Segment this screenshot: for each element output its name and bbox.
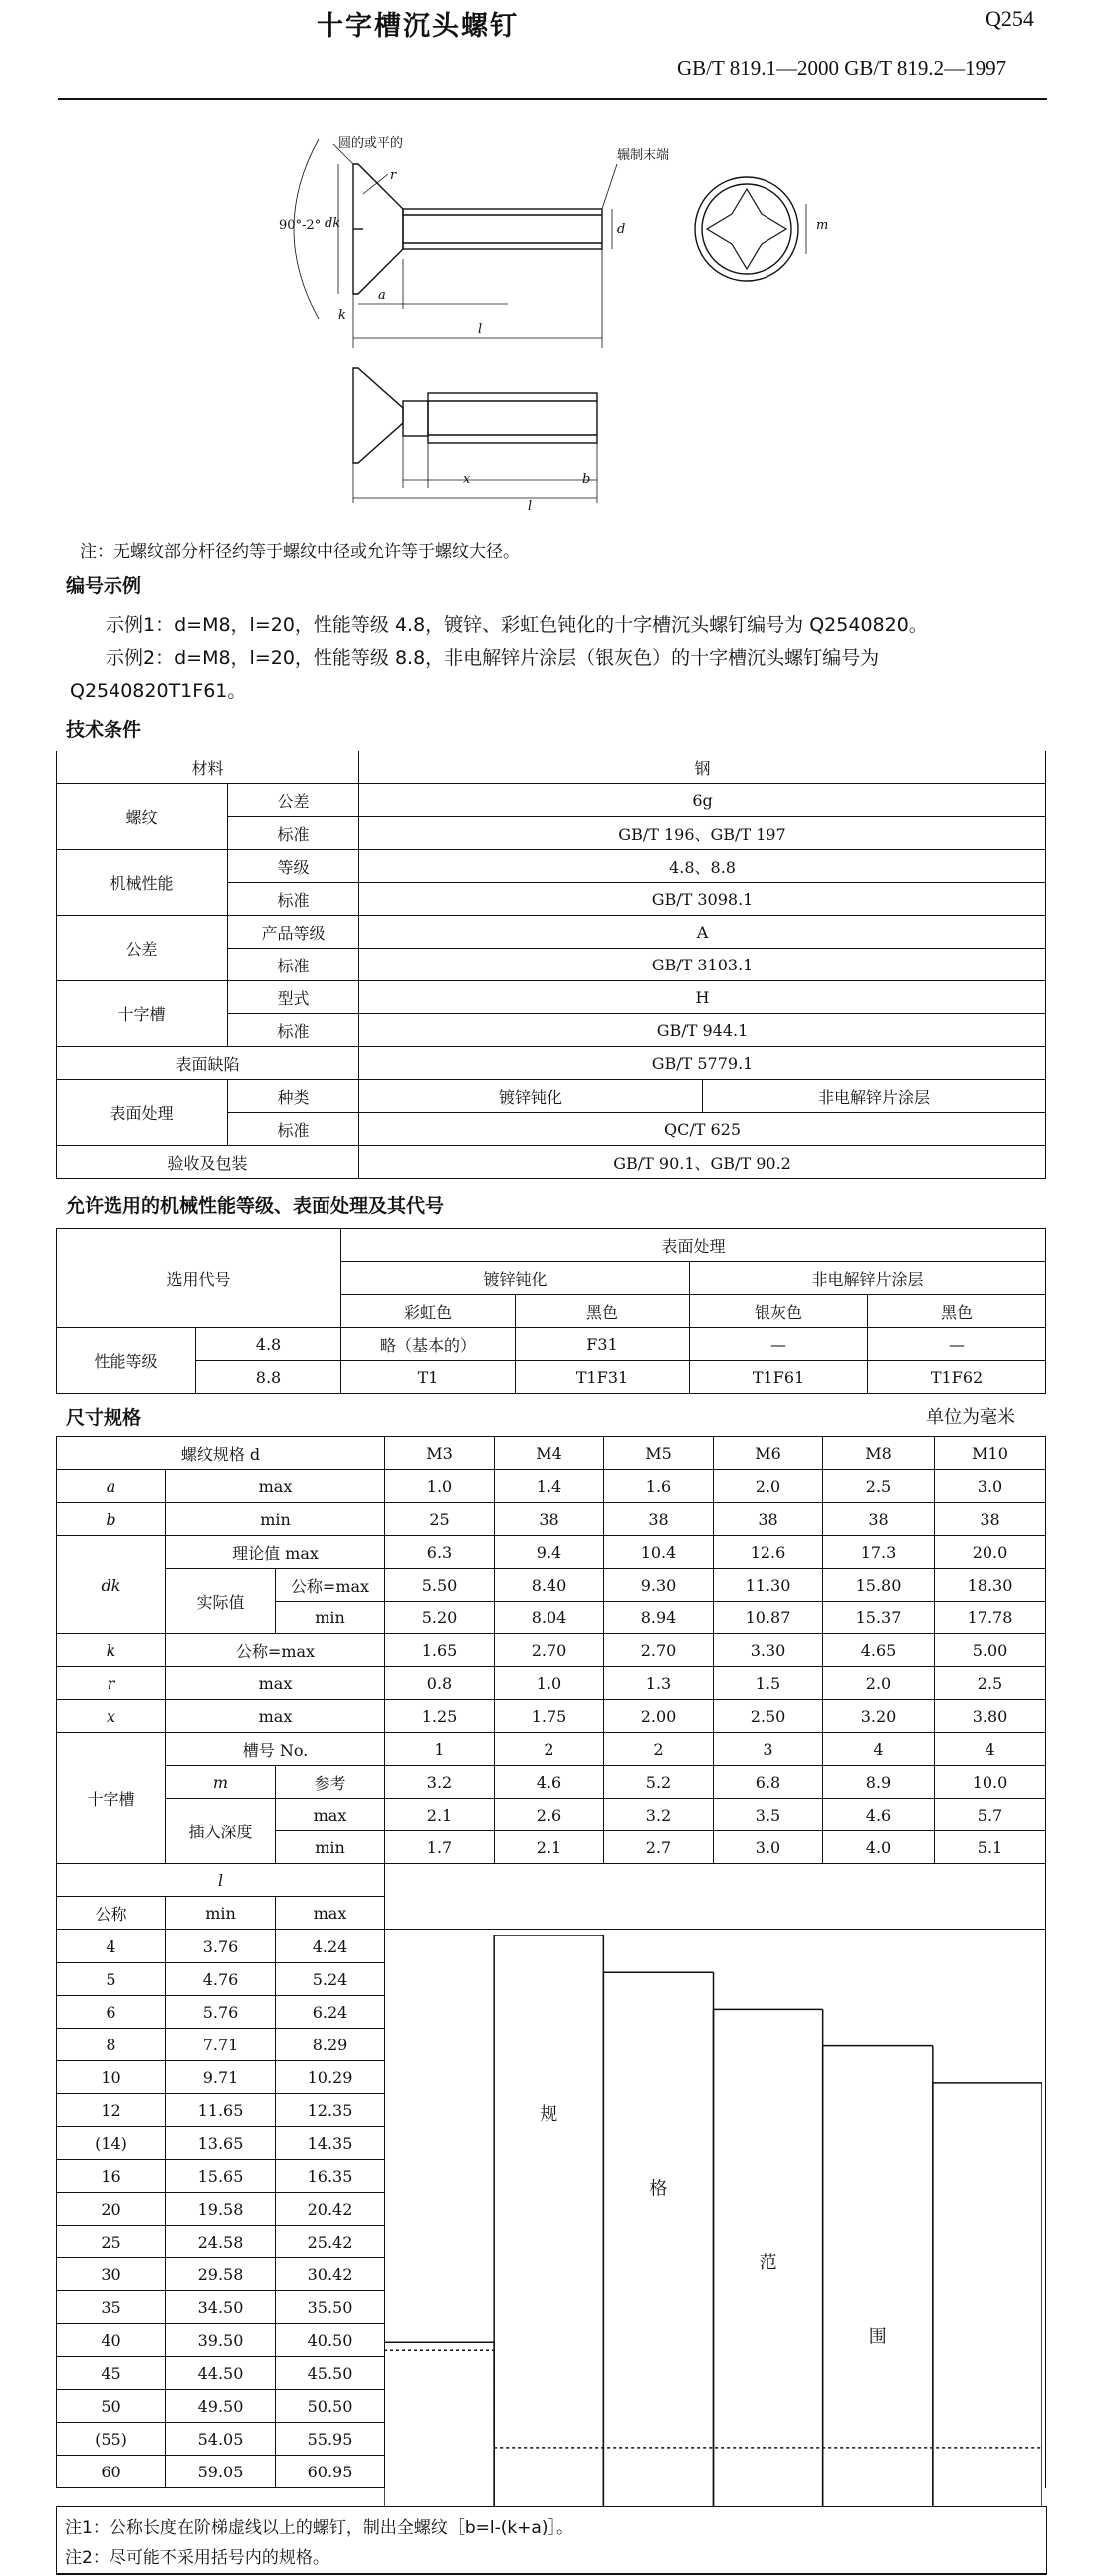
table-cell: 槽号 No.	[166, 1733, 385, 1766]
footnote-2: 注2：尽可能不采用括号内的规格。	[65, 2548, 329, 2568]
cell: 6g	[359, 784, 1046, 817]
table-cell: 20	[57, 2193, 166, 2226]
table-cell: 54.05	[166, 2423, 276, 2456]
table-cell: max	[276, 1799, 385, 1831]
table-cell: 11.30	[714, 1569, 823, 1602]
table-cell: 螺纹规格 d	[57, 1437, 385, 1470]
table-cell: 59.05	[166, 2456, 276, 2488]
table-cell: 25	[385, 1503, 495, 1536]
table-cell: min	[166, 1897, 276, 1930]
table-row	[57, 1799, 1046, 1831]
table-cell: 50.50	[276, 2390, 385, 2423]
cell: 彩虹色	[341, 1295, 516, 1328]
cell: T1	[341, 1361, 516, 1394]
table-cell: 2.70	[495, 1634, 604, 1667]
page-code: Q254	[986, 6, 1034, 31]
table-cell: 2	[495, 1733, 604, 1766]
table-cell: 5.2	[604, 1766, 714, 1799]
footnotes	[56, 2574, 1047, 2575]
label-l-top: l	[478, 322, 483, 337]
cell: 验收及包装	[57, 1146, 359, 1179]
table-cell: 38	[823, 1503, 935, 1536]
example-1: 示例1：d=M8，l=20，性能等级 4.8，镀锌、彩虹色钝化的十字槽沉头螺钉编号为 Q2540820。	[106, 614, 928, 636]
footnote-box	[56, 2506, 1047, 2574]
cell: 4.8	[196, 1328, 341, 1361]
cell: 性能等级	[57, 1328, 196, 1394]
table-cell: 4.0	[823, 1831, 935, 1864]
table-row	[57, 1536, 1046, 1569]
table-cell: 44.50	[166, 2357, 276, 2390]
cell: 钢	[359, 751, 1046, 784]
table-cell: dk	[57, 1536, 166, 1634]
label-r: r	[390, 168, 397, 183]
table-cell: max	[166, 1470, 385, 1503]
unit-label: 单位为毫米	[926, 1407, 1015, 1428]
tech-table	[56, 751, 1046, 1179]
example-2: 示例2：d=M8，l=20，性能等级 8.8，非电解锌片涂层（银灰色）的十字槽沉头螺钉编号为 Q2540820T1F61。	[70, 647, 880, 702]
table-cell: 3.20	[823, 1700, 935, 1733]
table-row	[57, 1700, 1046, 1733]
table-cell: 4.6	[495, 1766, 604, 1799]
header-rule	[58, 98, 1047, 100]
table-cell: 39.50	[166, 2324, 276, 2357]
table-cell: max	[276, 1897, 385, 1930]
table-cell: min	[276, 1831, 385, 1864]
table-cell: 60.95	[276, 2456, 385, 2488]
spec-range-chart	[384, 1935, 1042, 2572]
table-cell: 8.04	[495, 1602, 604, 1634]
table-cell: 十字槽	[57, 1733, 166, 1864]
cell: 银灰色	[690, 1295, 868, 1328]
table-cell: 5.1	[935, 1831, 1046, 1864]
table-cell: 1	[385, 1733, 495, 1766]
table-row	[57, 1766, 1046, 1799]
cell: T1F61	[690, 1361, 868, 1394]
table-cell: 10	[57, 2061, 166, 2094]
table-cell: 14.35	[276, 2127, 385, 2160]
table-cell: 1.65	[385, 1634, 495, 1667]
table-cell: 35	[57, 2291, 166, 2324]
table-cell: min	[276, 1602, 385, 1634]
table-cell	[385, 1864, 1046, 1930]
table-cell: M5	[604, 1437, 714, 1470]
note-shank: 注：无螺纹部分杆径约等于螺纹中径或允许等于螺纹大径。	[80, 542, 520, 562]
table-cell: 2.1	[495, 1831, 604, 1864]
table-cell: 5.50	[385, 1569, 495, 1602]
table-cell: 参考	[276, 1766, 385, 1799]
cell: GB/T 944.1	[359, 1014, 1046, 1047]
table-cell: 8.94	[604, 1602, 714, 1634]
cell: 镀锌钝化	[341, 1262, 690, 1295]
cell: GB/T 5779.1	[359, 1047, 1046, 1080]
cell: 表面处理	[341, 1229, 1046, 1262]
table-cell: 6.8	[714, 1766, 823, 1799]
table-cell: 13.65	[166, 2127, 276, 2160]
table-cell: 8.40	[495, 1569, 604, 1602]
table-cell: 公称=max	[276, 1569, 385, 1602]
table-cell: 2.7	[604, 1831, 714, 1864]
table-row	[57, 1470, 1046, 1503]
cell: —	[868, 1328, 1046, 1361]
table-cell: 2.6	[495, 1799, 604, 1831]
table-cell: 17.3	[823, 1536, 935, 1569]
table-cell: 49.50	[166, 2390, 276, 2423]
table-cell: 45	[57, 2357, 166, 2390]
table-cell: 2.0	[714, 1470, 823, 1503]
table-cell: M8	[823, 1437, 935, 1470]
table-cell: 3.5	[714, 1799, 823, 1831]
table-cell: 插入深度	[166, 1799, 276, 1864]
cell: T1F62	[868, 1361, 1046, 1394]
table-cell: 10.87	[714, 1602, 823, 1634]
cell: 标准	[228, 949, 359, 981]
cell: 非电解锌片涂层	[703, 1080, 1046, 1113]
table-cell: 18.30	[935, 1569, 1046, 1602]
table-cell: 15.65	[166, 2160, 276, 2193]
cell: 产品等级	[228, 916, 359, 949]
table-cell: 20.0	[935, 1536, 1046, 1569]
section-dimensions: 尺寸规格	[66, 1407, 142, 1429]
cell: 公差	[228, 784, 359, 817]
label-b: b	[582, 472, 591, 487]
cell: QC/T 625	[359, 1113, 1046, 1146]
cell: 黑色	[868, 1295, 1046, 1328]
table-cell: 6.3	[385, 1536, 495, 1569]
section-example: 编号示例	[66, 575, 142, 597]
table-cell: 1.25	[385, 1700, 495, 1733]
table-cell: 12.6	[714, 1536, 823, 1569]
cell: GB/T 196、GB/T 197	[359, 817, 1046, 850]
label-thread-end: 辗制末端	[617, 148, 670, 163]
table-cell: 55.95	[276, 2423, 385, 2456]
table-cell: l	[57, 1864, 385, 1897]
table-cell: 10.4	[604, 1536, 714, 1569]
table-cell: 9.71	[166, 2061, 276, 2094]
table-cell: x	[57, 1700, 166, 1733]
cell: 种类	[228, 1080, 359, 1113]
table-cell: 1.75	[495, 1700, 604, 1733]
section-options: 允许选用的机械性能等级、表面处理及其代号	[66, 1195, 445, 1217]
label-round-flat: 圆的或平的	[338, 136, 404, 151]
table-cell: k	[57, 1634, 166, 1667]
label-l-bottom: l	[528, 499, 533, 514]
range-char: 规	[540, 2104, 558, 2126]
table-cell: 12	[57, 2094, 166, 2127]
cell: GB/T 3098.1	[359, 883, 1046, 916]
table-cell: 6	[57, 1996, 166, 2029]
table-cell: min	[166, 1503, 385, 1536]
table-cell: 34.50	[166, 2291, 276, 2324]
table-cell: M10	[935, 1437, 1046, 1470]
table-cell: 45.50	[276, 2357, 385, 2390]
options-table	[56, 1228, 1046, 1394]
table-cell: 2.50	[714, 1700, 823, 1733]
table-cell: 3.0	[935, 1470, 1046, 1503]
table-cell: M4	[495, 1437, 604, 1470]
cell: 型式	[228, 981, 359, 1014]
page-title: 十字槽沉头螺钉	[317, 11, 519, 42]
table-cell: 1.7	[385, 1831, 495, 1864]
cell: 表面处理	[57, 1080, 228, 1146]
table-cell: 公称	[57, 1897, 166, 1930]
table-cell: 15.80	[823, 1569, 935, 1602]
table-cell: 5.7	[935, 1799, 1046, 1831]
table-cell: 1.5	[714, 1667, 823, 1700]
table-cell: 5	[57, 1963, 166, 1996]
table-cell: 38	[495, 1503, 604, 1536]
table-cell: 4.24	[276, 1930, 385, 1963]
cell: 标准	[228, 817, 359, 850]
cell: 材料	[57, 751, 359, 784]
table-cell: 7.71	[166, 2029, 276, 2061]
table-cell: 5.00	[935, 1634, 1046, 1667]
range-char: 格	[649, 2178, 668, 2200]
table-cell: 2.5	[823, 1470, 935, 1503]
label-d: d	[617, 222, 626, 237]
table-cell: 3.30	[714, 1634, 823, 1667]
cell: 标准	[228, 1113, 359, 1146]
table-cell: 4	[935, 1733, 1046, 1766]
table-row	[57, 1569, 1046, 1602]
cell: 标准	[228, 1014, 359, 1047]
table-cell: 3	[714, 1733, 823, 1766]
label-a: a	[378, 288, 386, 303]
table-cell: (55)	[57, 2423, 166, 2456]
cell: 镀锌钝化	[359, 1080, 703, 1113]
table-cell: 2.00	[604, 1700, 714, 1733]
table-cell: 8.9	[823, 1766, 935, 1799]
label-m: m	[816, 218, 829, 233]
cell: 十字槽	[57, 981, 228, 1047]
table-cell: M6	[714, 1437, 823, 1470]
footnote-1: 注1：公称长度在阶梯虚线以上的螺钉，制出全螺纹［b=l-(k+a)］。	[65, 2518, 573, 2538]
table-row	[57, 1634, 1046, 1667]
table-cell: 2.1	[385, 1799, 495, 1831]
table-cell: 1.4	[495, 1470, 604, 1503]
cell: 非电解锌片涂层	[690, 1262, 1046, 1295]
cell: GB/T 3103.1	[359, 949, 1046, 981]
range-char: 围	[868, 2326, 887, 2348]
table-cell: 2.5	[935, 1667, 1046, 1700]
table-cell: 2.0	[823, 1667, 935, 1700]
table-row	[57, 1503, 1046, 1536]
table-cell: 1.3	[604, 1667, 714, 1700]
table-row	[57, 1667, 1046, 1700]
cell: 等级	[228, 850, 359, 883]
table-cell: 19.58	[166, 2193, 276, 2226]
table-cell: 4	[823, 1733, 935, 1766]
table-row	[57, 1733, 1046, 1766]
table-cell: 3.0	[714, 1831, 823, 1864]
label-dk: dk	[325, 216, 341, 231]
label-k: k	[338, 308, 346, 322]
table-cell: 11.65	[166, 2094, 276, 2127]
table-cell: 5.76	[166, 1996, 276, 2029]
table-cell: 20.42	[276, 2193, 385, 2226]
table-cell: 25.42	[276, 2226, 385, 2258]
table-cell: 3.2	[385, 1766, 495, 1799]
table-cell: (14)	[57, 2127, 166, 2160]
screw-drawing	[279, 119, 866, 518]
table-cell: 35.50	[276, 2291, 385, 2324]
cell: 8.8	[196, 1361, 341, 1394]
cell: 选用代号	[57, 1229, 341, 1328]
table-cell: 30.42	[276, 2258, 385, 2291]
table-cell: 3.80	[935, 1700, 1046, 1733]
cell: 螺纹	[57, 784, 228, 850]
table-cell: 25	[57, 2226, 166, 2258]
table-cell: 0.8	[385, 1667, 495, 1700]
table-cell: 6.24	[276, 1996, 385, 2029]
cell: 标准	[228, 883, 359, 916]
table-cell: 60	[57, 2456, 166, 2488]
table-cell: 40	[57, 2324, 166, 2357]
table-cell: 1.6	[604, 1470, 714, 1503]
table-cell: 公称=max	[166, 1634, 385, 1667]
table-cell: 1.0	[495, 1667, 604, 1700]
table-cell: 40.50	[276, 2324, 385, 2357]
table-cell: b	[57, 1503, 166, 1536]
table-cell: 38	[604, 1503, 714, 1536]
range-char: 范	[759, 2252, 777, 2273]
cell: F31	[516, 1328, 690, 1361]
table-cell: m	[166, 1766, 276, 1799]
label-angle: 90°-2°	[279, 218, 322, 233]
table-cell: 1.0	[385, 1470, 495, 1503]
table-cell: max	[166, 1667, 385, 1700]
cell: T1F31	[516, 1361, 690, 1394]
table-cell: 9.30	[604, 1569, 714, 1602]
table-cell: 16	[57, 2160, 166, 2193]
label-x: x	[463, 472, 471, 487]
cell: 黑色	[516, 1295, 690, 1328]
table-cell: 30	[57, 2258, 166, 2291]
table-cell: 4.76	[166, 1963, 276, 1996]
cell: —	[690, 1328, 868, 1361]
table-cell: 4.65	[823, 1634, 935, 1667]
table-cell: 理论值 max	[166, 1536, 385, 1569]
table-cell: M3	[385, 1437, 495, 1470]
cell: 机械性能	[57, 850, 228, 916]
table-cell: 8.29	[276, 2029, 385, 2061]
cell: 4.8、8.8	[359, 850, 1046, 883]
table-cell: r	[57, 1667, 166, 1700]
table-cell: 10.0	[935, 1766, 1046, 1799]
table-cell: 38	[714, 1503, 823, 1536]
table-cell: 16.35	[276, 2160, 385, 2193]
table-cell: 12.35	[276, 2094, 385, 2127]
table-cell: 15.37	[823, 1602, 935, 1634]
table-cell: 实际值	[166, 1569, 276, 1634]
table-cell: 29.58	[166, 2258, 276, 2291]
cell: H	[359, 981, 1046, 1014]
table-cell: 9.4	[495, 1536, 604, 1569]
standard-number: GB/T 819.1—2000 GB/T 819.2—1997	[677, 56, 1007, 80]
table-cell: 2.70	[604, 1634, 714, 1667]
table-cell: 17.78	[935, 1602, 1046, 1634]
table-cell: 8	[57, 2029, 166, 2061]
section-tech: 技术条件	[66, 719, 142, 741]
cell: 公差	[57, 916, 228, 981]
table-cell: a	[57, 1470, 166, 1503]
table-cell: 50	[57, 2390, 166, 2423]
table-cell: 5.20	[385, 1602, 495, 1634]
cell: GB/T 90.1、GB/T 90.2	[359, 1146, 1046, 1179]
table-cell: 3.2	[604, 1799, 714, 1831]
cell: 表面缺陷	[57, 1047, 359, 1080]
table-cell: 4	[57, 1930, 166, 1963]
table-cell: 3.76	[166, 1930, 276, 1963]
table-row	[57, 1437, 1046, 1470]
table-cell: 10.29	[276, 2061, 385, 2094]
table-row	[57, 1864, 1046, 1897]
table-cell: 5.24	[276, 1963, 385, 1996]
cell: A	[359, 916, 1046, 949]
table-cell: 4.6	[823, 1799, 935, 1831]
table-cell: max	[166, 1700, 385, 1733]
cell: 略（基本的）	[341, 1328, 516, 1361]
table-cell: 24.58	[166, 2226, 276, 2258]
table-cell: 38	[935, 1503, 1046, 1536]
table-cell: 2	[604, 1733, 714, 1766]
